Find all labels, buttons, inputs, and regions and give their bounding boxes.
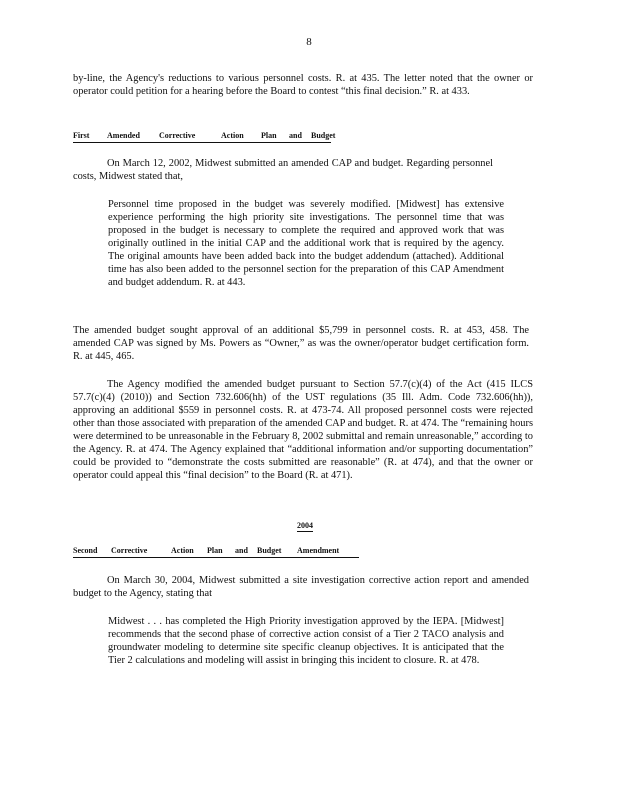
heading-word: Plan [261,131,277,140]
heading-word: Budget [257,546,282,555]
section-heading-second-cap [73,546,359,558]
heading-word: and [235,546,248,555]
heading-word: Action [171,546,194,555]
paragraph-agency-reductions: by-line, the Agency's reductions to various personnel costs. R. at 435. The letter noted that the owner or operator could petition for a hearing before the Board to contest “this final decision.” R. at 433. [73,73,533,97]
heading-word: Plan [207,546,223,555]
block-quote-high-priority: Midwest . . . has completed the High Priority investigation approved by the IEPA. [Midwest] recommends that the second phase of corrective action consist of a Tier 2 TACO analysis and groundwater modeling to determine site specific cleanup objectives. It is anticipated that the Tier 2 calculations and modeling will assist in bringing this incident to closure. R. at 478. [108,616,504,666]
paragraph-agency-modified: The Agency modified the amended budget pursuant to Section 57.7(c)(4) of the Act (415 ILCS 57.7(c)(4) (2010)) and Section 732.606(hh) of the UST regulations (35 Ill. Adm. Code 732.606(hh)), approving an additional $559 in personnel costs. R. at 473-74. All proposed personnel costs were rejected other than those associated with preparation of the amended CAP and budget. R. at 474. The “remaining hours were determined to be unreasonable in the February 8, 2002 submittal and remain unreasonable,” according to the Agency. R. at 474. The Agency explained that “additional information and/or supporting documentation” could be provided to “demonstrate the costs submitted are reasonable” (R. at 474), and that the owner or operator could appeal this “final decision” to the Board (R. at 471). [73,379,533,481]
heading-word: Second [73,546,98,555]
year-heading: 2004 [297,521,313,530]
section-heading-first-amended-cap [73,131,336,143]
heading-word: First [73,131,90,140]
heading-word: Amended [107,131,140,140]
heading-word: and [289,131,302,140]
paragraph-midwest-march-2002: On March 12, 2002, Midwest submitted an amended CAP and budget. Regarding personnel costs, Midwest stated that, [73,158,493,182]
heading-word: Budget [311,131,336,140]
block-quote-personnel-time: Personnel time proposed in the budget was severely modified. [Midwest] has extensive experience performing the high priority site investigations. The personnel time that was proposed in the budget is necessary to complete the required and approved work that was originally outlined in the initial CAP and the additional work that is required by the agency. The original amounts have been added back into the budget addendum (attached). Additional time has also been added to the personnel section for the preparation of this CAP Amendment and budget addendum. R. at 443. [108,199,504,288]
paragraph-midwest-march-2004: On March 30, 2004, Midwest submitted a site investigation corrective action report and amended budget to the Agency, stating that [73,575,529,599]
heading-word: Corrective [159,131,196,140]
heading-word: Action [221,131,244,140]
heading-word: Corrective [111,546,148,555]
paragraph-amended-budget: The amended budget sought approval of an additional $5,799 in personnel costs. R. at 453, 458. The amended CAP was signed by Ms. Powers as “Owner,” as was the owner/operator budget certification form. R. at 445, 465. [73,325,529,362]
page-number: 8 [306,36,312,48]
heading-word: Amendment [297,546,340,555]
